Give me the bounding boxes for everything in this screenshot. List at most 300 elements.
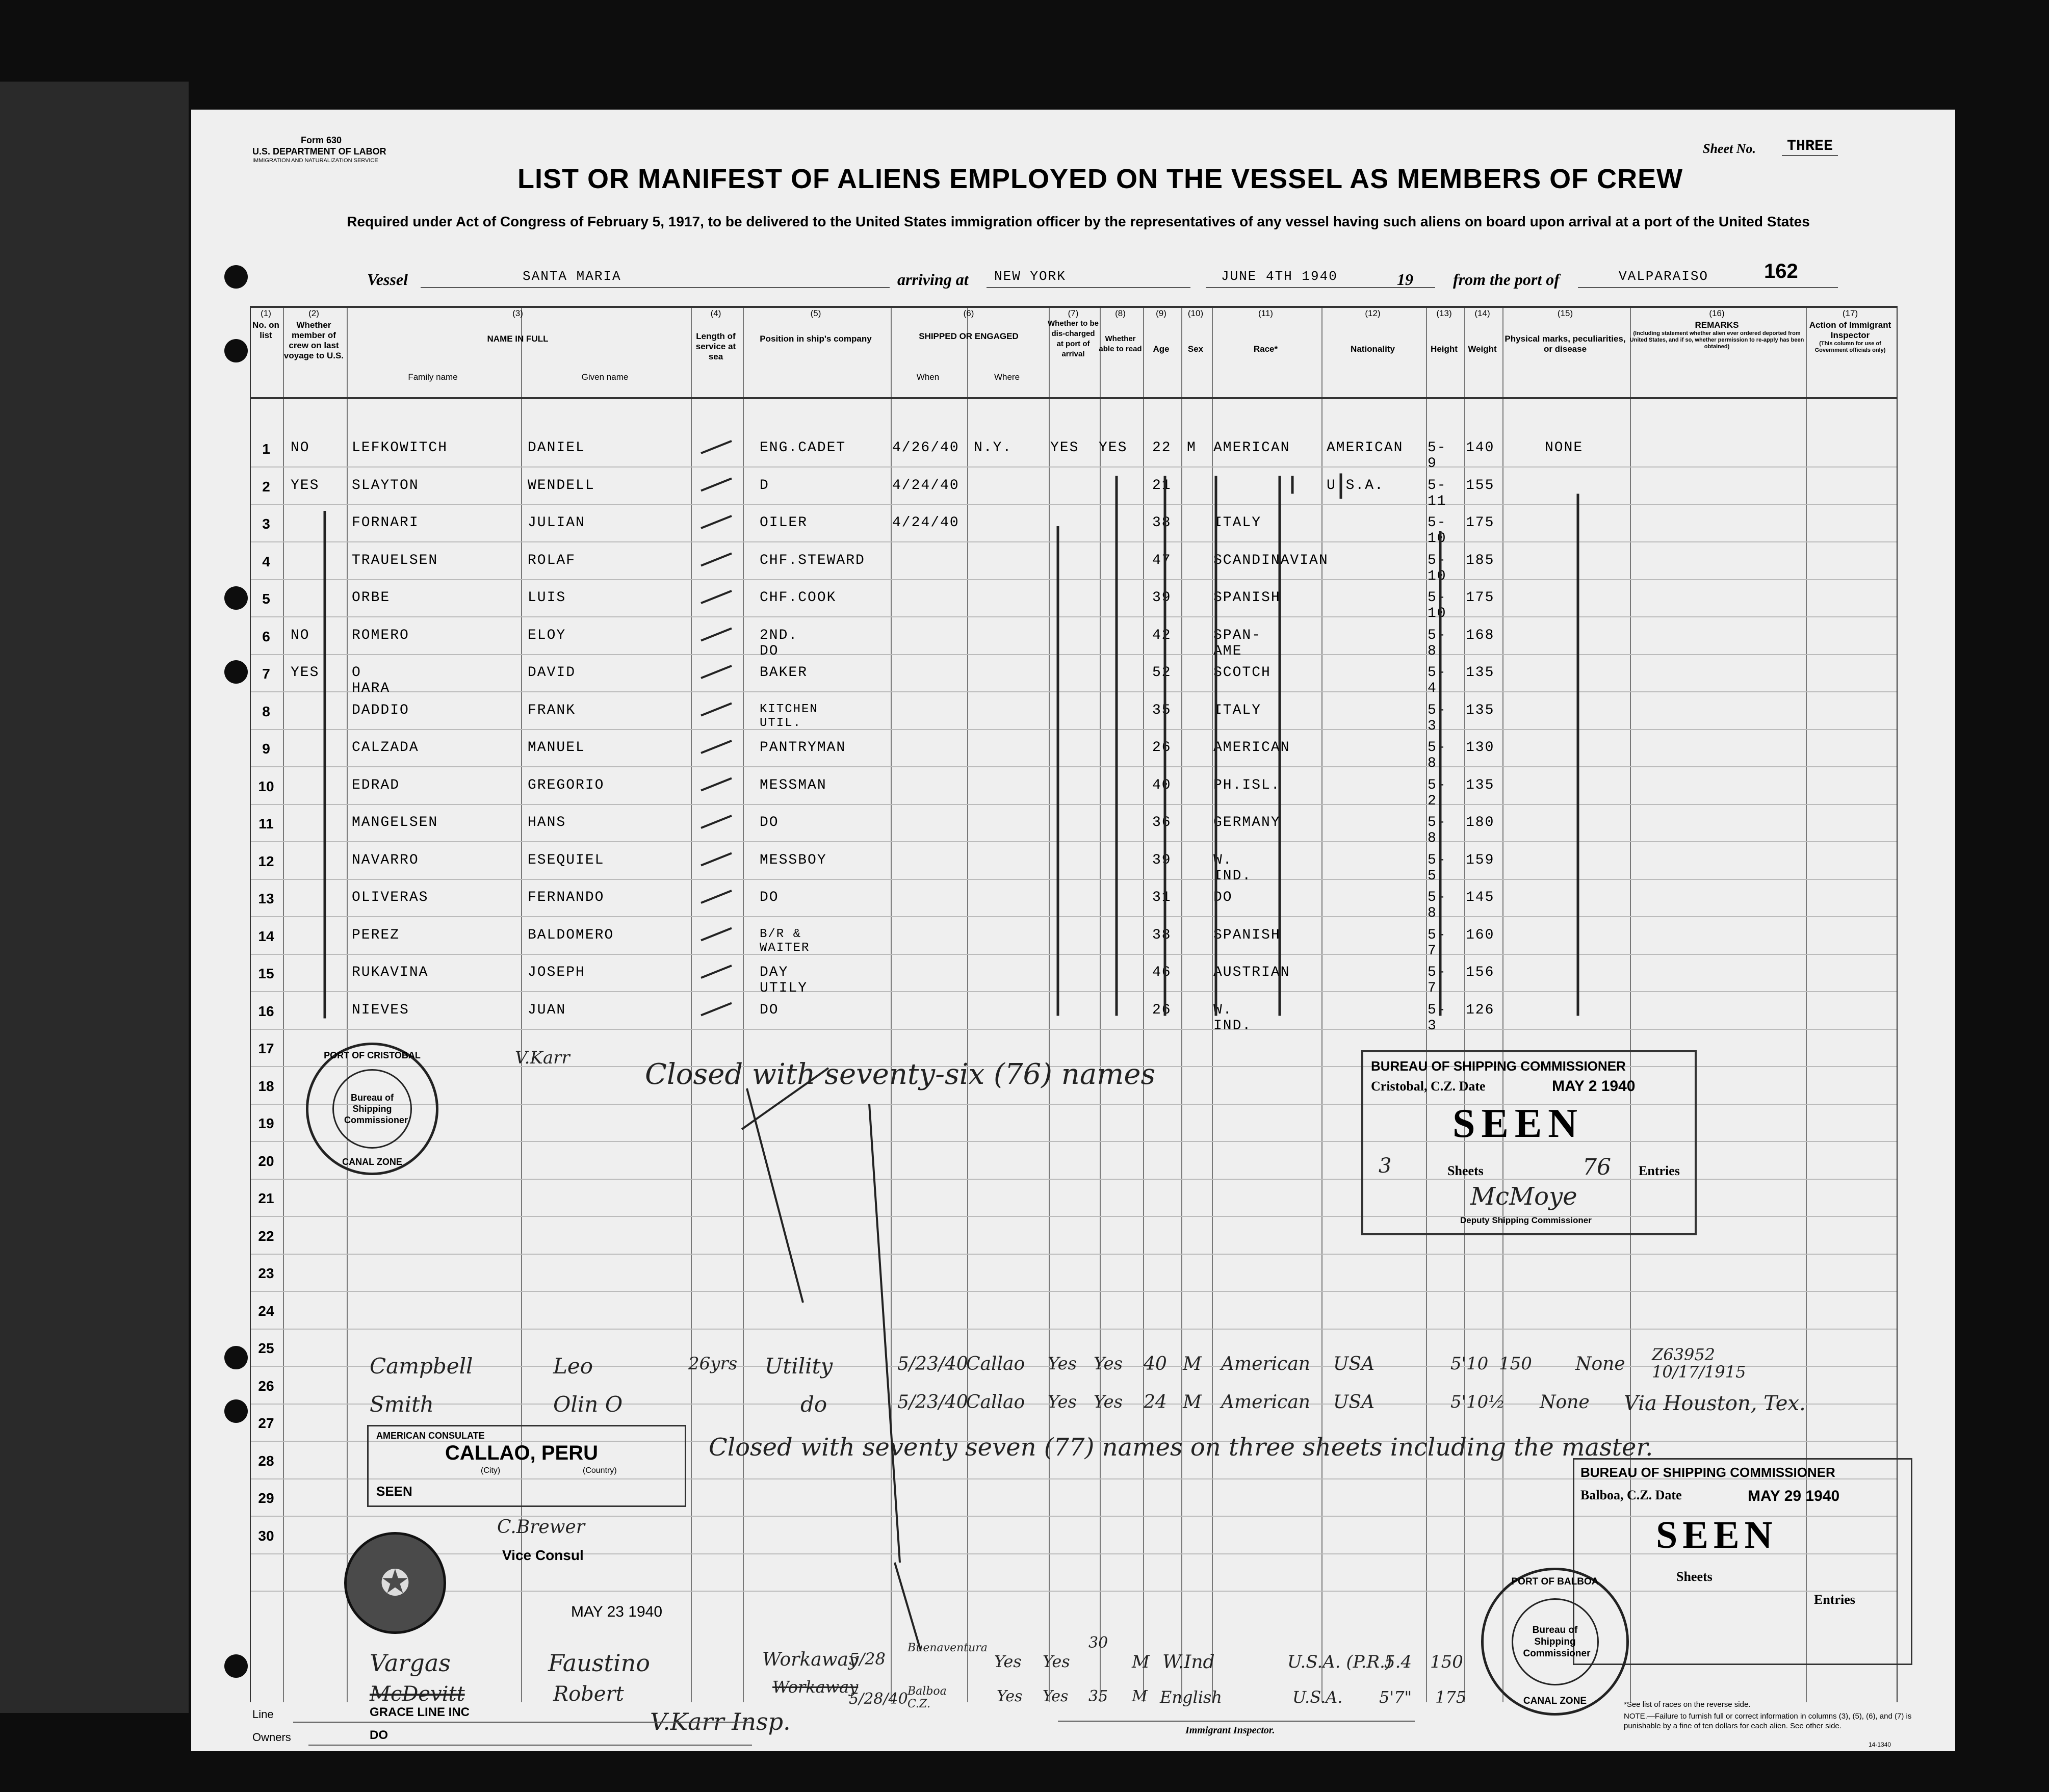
consulate-seal (344, 1532, 446, 1634)
crew-given: DAVID (528, 665, 576, 681)
crew-position: DO (760, 890, 779, 905)
crew-given: JUAN (528, 1002, 566, 1018)
column-number: (16) (1709, 308, 1725, 318)
col-14-header: Weight (1468, 344, 1497, 354)
crew-age: 31 (1152, 890, 1172, 905)
row-number: 10 (258, 778, 274, 794)
crew-disch: YES (1050, 440, 1079, 456)
row-number: 24 (258, 1303, 274, 1319)
crew-position: OILER (760, 515, 808, 531)
crew-position: B/R & WAITER (760, 927, 810, 955)
crew-weight: 135 (1466, 702, 1495, 718)
row22-sex: M (1183, 1354, 1202, 1374)
row30-race: W.Ind (1162, 1652, 1215, 1673)
crew-prior: NO (291, 627, 310, 643)
col-4-header: Length of service at sea (695, 331, 736, 361)
crew-race: W. IND. (1213, 1002, 1252, 1034)
row-number: 22 (258, 1228, 274, 1244)
crew-height: 5-11 (1428, 477, 1447, 509)
balboa-seal (1481, 1568, 1629, 1716)
crew-position: CHF.STEWARD (760, 552, 865, 568)
crew-family: OLIVERAS (352, 890, 429, 905)
crew-race: PH.ISL. (1213, 777, 1281, 793)
crew-given: BALDOMERO (528, 927, 614, 943)
column-number: (4) (710, 308, 721, 318)
col-8-header: Whether able to read (1099, 334, 1142, 353)
row30-family: Vargas (370, 1649, 451, 1677)
crew-family: FORNARI (352, 515, 419, 531)
row31-height: 5'7" (1379, 1687, 1412, 1707)
crew-prior: YES (291, 477, 320, 494)
crew-height: 5- 4 (1428, 665, 1447, 696)
crew-race: DO (1213, 890, 1233, 905)
column-number: (10) (1187, 308, 1204, 318)
crew-height: 5- 9 (1428, 440, 1447, 472)
crew-age: 40 (1152, 777, 1172, 793)
row-number: 7 (262, 666, 270, 682)
crew-age: 38 (1152, 927, 1172, 943)
crew-family: CALZADA (352, 740, 419, 756)
crew-age: 36 (1152, 815, 1172, 830)
row23-height: 5'10½ (1450, 1392, 1506, 1412)
inspector-signature: V.Karr Insp. (650, 1708, 791, 1735)
col-6b-header: Where (994, 372, 1020, 382)
balboa-seal-center: Bureau of Shipping Commissioner (1523, 1624, 1591, 1659)
row22-race: American (1221, 1354, 1310, 1374)
crew-height: 5- 3 (1428, 1002, 1447, 1034)
crew-age: 39 (1152, 852, 1172, 868)
crew-race: SPANISH (1213, 927, 1281, 943)
row-number: 26 (258, 1378, 274, 1394)
arrival-date: JUNE 4TH 1940 (1221, 269, 1338, 284)
crew-height: 5-10 (1428, 515, 1447, 547)
crew-height: 5- 8 (1428, 627, 1447, 659)
row30-read: Yes (1043, 1652, 1070, 1671)
row31-weight: 175 (1435, 1687, 1467, 1707)
row-number: 21 (258, 1190, 274, 1206)
crew-given: HANS (528, 815, 566, 830)
row31-disch: Yes (997, 1687, 1023, 1705)
row31-age: 35 (1088, 1687, 1108, 1705)
crew-family: ORBE (352, 590, 391, 606)
crew-nationality: AMERICAN (1327, 440, 1404, 456)
crew-where: N.Y. (974, 440, 1013, 456)
form-code: 14-1340 (1869, 1741, 1891, 1748)
crew-when: 4/24/40 (892, 515, 959, 531)
inspector-rule (1058, 1721, 1415, 1722)
row30-nationality: U.S.A. (P.R.) (1287, 1652, 1392, 1672)
row-number: 6 (262, 628, 270, 644)
col-2-header: Whether member of crew on last voyage to U.S. (283, 320, 344, 360)
row30-position: Workaway (762, 1649, 859, 1670)
row-number: 13 (258, 891, 274, 906)
row-number: 27 (258, 1415, 274, 1431)
col-5-header: Position in ship's company (760, 334, 872, 344)
crew-race: SCANDINAVIAN (1213, 552, 1329, 568)
crew-position: 2ND. DO (760, 627, 798, 659)
crew-race: SCOTCH (1213, 665, 1271, 681)
row30-disch: Yes (994, 1652, 1022, 1671)
col-6-header: SHIPPED OR ENGAGED (919, 331, 1019, 341)
column-number: (8) (1115, 308, 1126, 318)
bureau-cristobal-stamp (1361, 1050, 1697, 1235)
row22-position: Utility (765, 1354, 833, 1379)
page-number: 162 (1764, 260, 1798, 282)
arriving-label: arriving at (897, 270, 969, 289)
column-number: (1) (261, 308, 271, 318)
crew-family: NIEVES (352, 1002, 409, 1018)
crew-family: RUKAVINA (352, 965, 429, 980)
col-3a-header: Family name (408, 372, 458, 382)
crew-height: 5-10 (1428, 590, 1447, 621)
row-number: 29 (258, 1490, 274, 1506)
row23-remark: Via Houston, Tex. (1624, 1392, 1806, 1415)
row23-sex: M (1183, 1392, 1202, 1413)
footer-line-label: Line (252, 1708, 274, 1721)
crew-family: O HARA (352, 665, 391, 696)
vessel-name: SANTA MARIA (523, 269, 621, 284)
crew-race: GERMANY (1213, 815, 1281, 830)
row23-marks: None (1540, 1392, 1590, 1413)
manifest-sheet (191, 110, 1955, 1751)
crew-given: GREGORIO (528, 777, 605, 793)
footer-note2: NOTE.—Failure to furnish full or correct information in columns (3), (5), (6), and (7) is punishable by a fine of ten dollars for each alien. See other side. (1624, 1712, 1912, 1730)
crew-height: 5- 8 (1428, 890, 1447, 921)
row23-race: American (1221, 1392, 1310, 1413)
col-16-header: REMARKS (Including statement whether alien ever ordered deported from United States, and if so, whether permission to re-apply has been obtained) (1629, 320, 1804, 350)
column-number: (6) (963, 308, 974, 318)
row23-disch: Yes (1048, 1392, 1077, 1412)
row22-when: 5/23/40 (897, 1354, 968, 1374)
row22-disch: Yes (1048, 1354, 1077, 1374)
crew-given: JOSEPH (528, 965, 585, 980)
cristobal-seal-top: PORT OF CRISTOBAL (324, 1050, 421, 1060)
column-number: (15) (1557, 308, 1573, 318)
crew-family: ROMERO (352, 627, 409, 643)
inspector-label: Immigrant Inspector. (1185, 1725, 1275, 1736)
crew-family: MANGELSEN (352, 815, 438, 830)
row30-age: 30 (1088, 1634, 1108, 1652)
crew-position: KITCHEN UTIL. (760, 702, 818, 730)
crew-when: 4/24/40 (892, 477, 959, 494)
row22-age: 40 (1144, 1354, 1167, 1374)
crew-given: WENDELL (528, 477, 595, 494)
footer-note1: *See list of races on the reverse side. (1624, 1700, 1751, 1709)
crew-age: 21 (1152, 477, 1172, 494)
footer-line-value: GRACE LINE INC (370, 1705, 470, 1719)
crew-family: NAVARRO (352, 852, 419, 868)
consulate-city: CALLAO, PERU (445, 1442, 598, 1464)
col-12-header: Nationality (1351, 344, 1395, 354)
crew-age: 52 (1152, 665, 1172, 681)
crew-given: DANIEL (528, 440, 585, 456)
row22-weight: 150 (1499, 1354, 1532, 1374)
cristobal-seal-center: Bureau of Shipping Commissioner (344, 1093, 408, 1125)
bureau-cristobal-sheets-label: Sheets (1447, 1163, 1484, 1178)
col-1-header: No. on list (252, 320, 279, 340)
cristobal-seal (306, 1043, 438, 1175)
row31-where: Balboa C.Z. (907, 1685, 947, 1710)
consulate-city-label: (City) (481, 1466, 501, 1475)
footer-owners-rule (308, 1745, 752, 1746)
consulate-stamp (367, 1425, 686, 1507)
bureau-cristobal-date: MAY 2 1940 (1552, 1078, 1636, 1095)
page-title: LIST OR MANIFEST OF ALIENS EMPLOYED ON THE VESSEL AS MEMBERS OF CREW (517, 164, 1683, 194)
form-number: Form 630 (301, 135, 342, 145)
closed-77-note: Closed with seventy seven (77) names on three sheets including the master. (709, 1433, 1653, 1462)
row-number: 17 (258, 1041, 274, 1056)
row23-nationality: USA (1333, 1392, 1374, 1413)
row22-nationality: USA (1333, 1354, 1374, 1374)
row31-nationality: U.S.A. (1292, 1687, 1343, 1707)
row-number: 23 (258, 1265, 274, 1281)
crew-age: 26 (1152, 1002, 1172, 1018)
crew-position: D (760, 477, 769, 494)
consulate-seen: SEEN (376, 1484, 412, 1499)
crew-given: ROLAF (528, 552, 576, 568)
vice-consul-signature: C.Brewer (497, 1517, 585, 1538)
crew-given: ESEQUIEL (528, 852, 605, 868)
row-number: 2 (262, 478, 270, 495)
from-port: VALPARAISO (1619, 269, 1709, 284)
bureau-cristobal-entries-value: 76 (1583, 1154, 1611, 1180)
row31-given: Robert (553, 1682, 624, 1706)
crew-height: 5- 7 (1428, 965, 1447, 996)
balboa-seal-top: PORT OF BALBOA (1511, 1576, 1599, 1587)
col-10-header: Sex (1187, 344, 1204, 354)
row-number: 3 (262, 516, 270, 532)
crew-position: PANTRYMAN (760, 740, 846, 756)
crew-age: 35 (1152, 702, 1172, 718)
row-number: 11 (258, 816, 274, 832)
crew-race: AMERICAN (1213, 440, 1290, 456)
crew-given: FERNANDO (528, 890, 605, 905)
consulate-title: AMERICAN CONSULATE (376, 1431, 485, 1441)
crew-height: 5- 8 (1428, 740, 1447, 771)
row-number: 4 (262, 553, 270, 569)
crew-position: BAKER (760, 665, 808, 681)
bureau-cristobal-seen: SEEN (1453, 1101, 1584, 1146)
col-9-header: Age (1153, 344, 1170, 354)
row30-sex: M (1132, 1652, 1150, 1672)
arriving-port: NEW YORK (994, 269, 1066, 284)
row-number: 8 (262, 703, 270, 719)
crew-weight: 159 (1466, 852, 1495, 868)
crew-weight: 140 (1466, 440, 1495, 456)
row-number: 5 (262, 591, 270, 607)
crew-weight: 180 (1466, 815, 1495, 830)
col-3-header: NAME IN FULL (487, 334, 549, 344)
crew-family: SLAYTON (352, 477, 419, 494)
crew-given: LUIS (528, 590, 566, 606)
bureau-cristobal-place: Cristobal, C.Z. Date (1371, 1079, 1486, 1094)
row30-given: Faustino (548, 1649, 650, 1677)
column-number: (14) (1474, 308, 1490, 318)
balboa-seal-bottom: CANAL ZONE (1523, 1696, 1587, 1706)
crew-weight: 135 (1466, 665, 1495, 681)
crew-height: 5- 3 (1428, 702, 1447, 734)
crew-position: CHF.COOK (760, 590, 837, 606)
crew-weight: 175 (1466, 590, 1495, 606)
col-11-header: Race* (1253, 344, 1278, 354)
crew-race: SPAN-AME (1213, 627, 1262, 659)
row23-position: do (800, 1392, 827, 1417)
col-7-header: Whether to be dis-charged at port of arrival (1048, 319, 1099, 358)
bureau-balboa-place: Balboa, C.Z. Date (1580, 1488, 1682, 1502)
crew-height: 5- 5 (1428, 852, 1447, 884)
initials-row-17: V.Karr (515, 1048, 570, 1068)
row22-family: Campbell (370, 1354, 473, 1379)
crew-given: MANUEL (528, 740, 585, 756)
row-number: 30 (258, 1527, 274, 1544)
crew-family: LEFKOWITCH (352, 440, 448, 456)
crew-age: 46 (1152, 965, 1172, 980)
crew-age: 26 (1152, 740, 1172, 756)
bureau-balboa-title: BUREAU OF SHIPPING COMMISSIONER (1580, 1465, 1835, 1480)
row31-family: McDevitt (370, 1682, 465, 1706)
row23-where: Callao (966, 1392, 1025, 1413)
department: U.S. DEPARTMENT OF LABOR (252, 146, 386, 157)
row30-height: 5.4 (1384, 1652, 1412, 1672)
row31-when: 5/28/40 (849, 1690, 908, 1708)
vice-consul-role: Vice Consul (502, 1547, 584, 1563)
bureau-cristobal-title: BUREAU OF SHIPPING COMMISSIONER (1371, 1058, 1626, 1074)
crew-position: MESSMAN (760, 777, 827, 793)
row-number: 14 (258, 928, 274, 944)
crew-race: ITALY (1213, 515, 1262, 531)
crew-given: JULIAN (528, 515, 585, 531)
cristobal-seal-bottom: CANAL ZONE (342, 1157, 402, 1167)
crew-race: W. IND. (1213, 852, 1252, 884)
crew-age: 39 (1152, 590, 1172, 606)
crew-weight: 175 (1466, 515, 1495, 531)
row-number: 19 (258, 1115, 274, 1131)
footer-owners-value: DO (370, 1728, 388, 1742)
row-number: 18 (258, 1078, 274, 1094)
from-label: from the port of (1453, 270, 1560, 289)
row-number: 28 (258, 1452, 274, 1469)
crew-weight: 160 (1466, 927, 1495, 943)
bureau-cristobal-entries-label: Entries (1639, 1163, 1680, 1178)
row31-sex: M (1132, 1687, 1148, 1705)
crew-read: YES (1099, 440, 1128, 456)
row23-age: 24 (1144, 1392, 1167, 1413)
crew-family: TRAUELSEN (352, 552, 438, 568)
crew-weight: 155 (1466, 477, 1495, 494)
crew-position: MESSBOY (760, 852, 827, 868)
row23-read: Yes (1094, 1392, 1123, 1412)
row30-when: 5/28 (849, 1649, 886, 1669)
consulate-date: MAY 23 1940 (571, 1603, 663, 1620)
crew-family: PEREZ (352, 927, 400, 943)
row22-marks: None (1575, 1354, 1625, 1374)
crew-height: 5- 7 (1428, 927, 1447, 959)
closed-76-note: Closed with seventy-six (76) names (645, 1058, 1156, 1091)
crew-sex: M (1187, 440, 1197, 456)
crew-given: FRANK (528, 702, 576, 718)
row-number: 16 (258, 1003, 274, 1019)
column-number: (7) (1068, 308, 1079, 318)
bureau-cristobal-sheets-value: 3 (1379, 1154, 1392, 1178)
crew-position: DO (760, 1002, 779, 1018)
crew-weight: 126 (1466, 1002, 1495, 1018)
row30-weight: 150 (1430, 1652, 1463, 1672)
crew-position: DAY UTILY (760, 965, 808, 996)
row31-race: English (1160, 1687, 1222, 1707)
column-number: (17) (1842, 308, 1858, 318)
col-15-header: Physical marks, peculiarities, or disease (1505, 334, 1626, 354)
crew-race: SPANISH (1213, 590, 1281, 606)
crew-height: 5-10 (1428, 552, 1447, 584)
col-3b-header: Given name (581, 372, 629, 382)
crew-height: 5- 8 (1428, 815, 1447, 846)
consulate-country-label: (Country) (583, 1466, 617, 1475)
crew-race: AUSTRIAN (1213, 965, 1290, 980)
crew-weight: 145 (1466, 890, 1495, 905)
row22-height: 5'10 (1450, 1354, 1489, 1374)
bureau-balboa-date: MAY 29 1940 (1748, 1488, 1840, 1504)
vessel-label: Vessel (367, 270, 408, 289)
column-number: (5) (810, 308, 821, 318)
crew-race: ITALY (1213, 702, 1262, 718)
row-number: 12 (258, 853, 274, 869)
crew-race: AMERICAN (1213, 740, 1290, 756)
row-number: 20 (258, 1153, 274, 1169)
row22-given: Leo (553, 1354, 593, 1379)
sheet-label: Sheet No. (1703, 141, 1756, 156)
row22-length: 26yrs (688, 1354, 738, 1374)
crew-weight: 185 (1466, 552, 1495, 568)
crew-family: DADDIO (352, 702, 409, 718)
crew-marks: NONE (1545, 440, 1584, 456)
row31-position: Workaway (772, 1677, 859, 1697)
crew-family: EDRAD (352, 777, 400, 793)
crew-nationality: U.S.A. (1327, 477, 1384, 494)
row-number: 15 (258, 966, 274, 981)
film-background (0, 82, 189, 1713)
column-number: (13) (1436, 308, 1452, 318)
row-number: 25 (258, 1340, 274, 1356)
sheet-value: THREE (1782, 138, 1838, 156)
crew-prior: YES (291, 665, 320, 681)
crew-height: 5- 2 (1428, 777, 1447, 809)
crew-age: 42 (1152, 627, 1172, 643)
service: IMMIGRATION AND NATURALIZATION SERVICE (252, 158, 378, 164)
bureau-cristobal-signature: McMoye (1470, 1182, 1577, 1211)
row-number: 9 (262, 741, 270, 757)
year-label: 19 (1397, 270, 1413, 289)
bureau-cristobal-role: Deputy Shipping Commissioner (1460, 1215, 1592, 1225)
page-subtitle: Required under Act of Congress of February 5, 1917, to be delivered to the United States immigration officer by the representatives of any vessel having such aliens on board upon arrival at a port of the United States (347, 214, 1810, 229)
crew-weight: 156 (1466, 965, 1495, 980)
column-number: (11) (1258, 308, 1273, 318)
row22-where: Callao (966, 1354, 1025, 1374)
row22-read: Yes (1094, 1354, 1123, 1374)
crew-age: 38 (1152, 515, 1172, 531)
crew-weight: 130 (1466, 740, 1495, 756)
row-number: 1 (262, 441, 270, 457)
bureau-balboa-sheets-label: Sheets (1676, 1569, 1713, 1584)
col-6a-header: When (916, 372, 940, 382)
footer-line-rule (293, 1722, 752, 1723)
crew-position: ENG.CADET (760, 440, 846, 456)
column-number: (12) (1365, 308, 1381, 318)
bureau-balboa-seen: SEEN (1656, 1514, 1778, 1556)
crew-age: 22 (1152, 440, 1172, 456)
column-number: (3) (512, 308, 523, 318)
row31-read: Yes (1043, 1687, 1069, 1705)
row30-where: Buenaventura (907, 1642, 988, 1654)
